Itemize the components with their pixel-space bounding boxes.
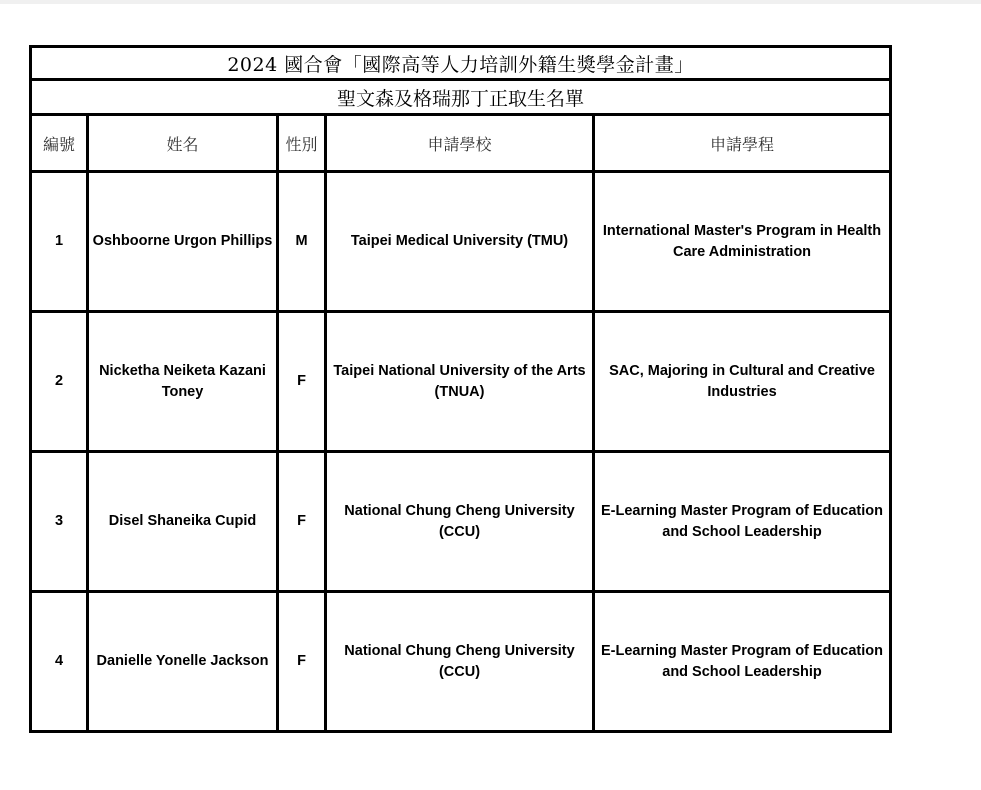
row-no: 4 <box>31 592 88 732</box>
header-name: 姓名 <box>88 115 278 172</box>
row-name: Nicketha Neiketa Kazani Toney <box>88 312 278 452</box>
title-row <box>31 47 891 80</box>
row-no: 1 <box>31 172 88 312</box>
document-page <box>29 45 889 733</box>
row-gender: F <box>278 452 326 592</box>
table-row <box>31 312 891 452</box>
viewer-top-strip <box>0 0 981 4</box>
row-name: Disel Shaneika Cupid <box>88 452 278 592</box>
row-school: National Chung Cheng University (CCU) <box>326 592 594 732</box>
table-row <box>31 592 891 732</box>
document-title: 2024 國合會「國際高等人力培訓外籍生獎學金計畫」 <box>31 47 891 80</box>
row-no: 3 <box>31 452 88 592</box>
row-no: 2 <box>31 312 88 452</box>
subtitle-row <box>31 80 891 115</box>
row-gender: M <box>278 172 326 312</box>
row-school: Taipei National University of the Arts (TNUA) <box>326 312 594 452</box>
header-no: 編號 <box>31 115 88 172</box>
admission-list-table <box>29 45 892 733</box>
row-gender: F <box>278 312 326 452</box>
row-school: Taipei Medical University (TMU) <box>326 172 594 312</box>
header-school: 申請學校 <box>326 115 594 172</box>
row-program: E-Learning Master Program of Education and School Leadership <box>594 592 891 732</box>
row-name: Danielle Yonelle Jackson <box>88 592 278 732</box>
row-gender: F <box>278 592 326 732</box>
document-subtitle: 聖文森及格瑞那丁正取生名單 <box>31 80 891 115</box>
row-program: E-Learning Master Program of Education and School Leadership <box>594 452 891 592</box>
table-row <box>31 172 891 312</box>
table-row <box>31 452 891 592</box>
row-school: National Chung Cheng University (CCU) <box>326 452 594 592</box>
header-program: 申請學程 <box>594 115 891 172</box>
row-name: Oshboorne Urgon Phillips <box>88 172 278 312</box>
header-row <box>31 115 891 172</box>
row-program: SAC, Majoring in Cultural and Creative Industries <box>594 312 891 452</box>
row-program: International Master's Program in Health Care Administration <box>594 172 891 312</box>
header-gender: 性別 <box>278 115 326 172</box>
